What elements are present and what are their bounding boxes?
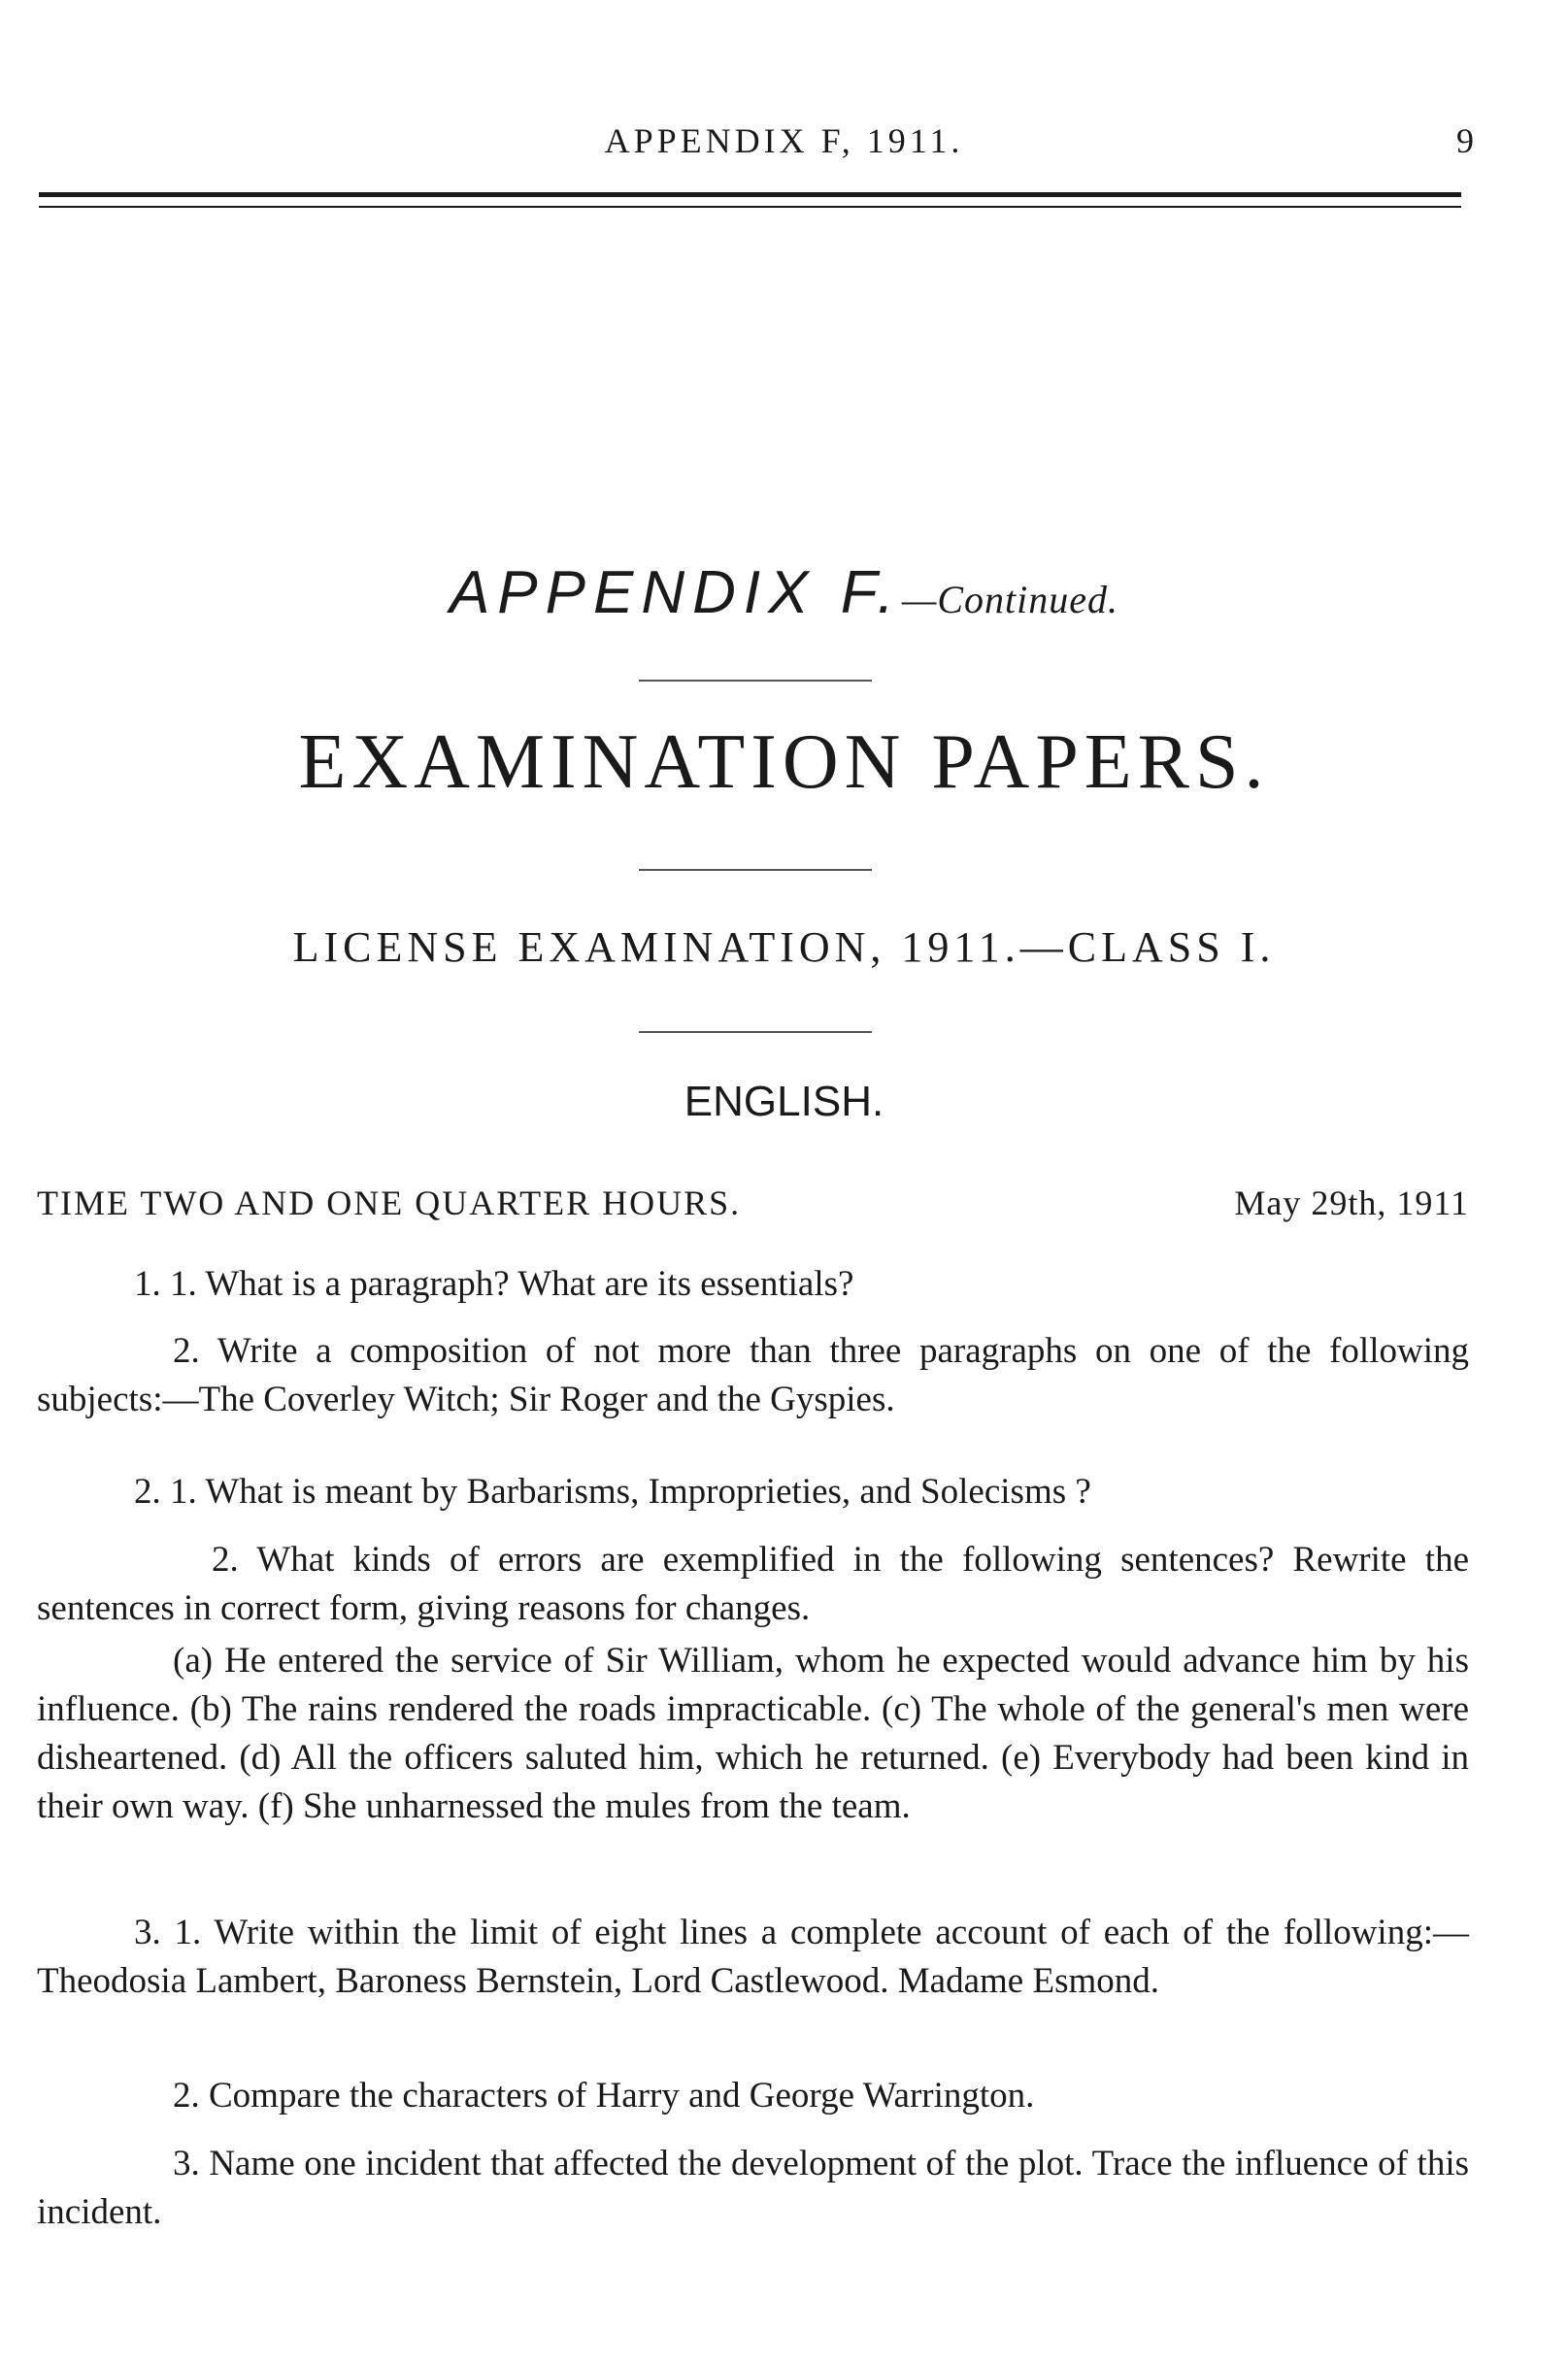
question-block: [37, 2072, 1469, 2120]
question-block: [37, 1637, 1469, 1831]
divider-rule: [639, 1031, 872, 1033]
running-title: APPENDIX F, 1911.: [604, 121, 964, 160]
question-block: [37, 1468, 1469, 1516]
appendix-title: [0, 558, 1568, 627]
divider-rule: [639, 680, 872, 682]
appendix-title-continued: —Continued.: [901, 578, 1119, 621]
header-rule-thin: [39, 206, 1461, 208]
exam-date: May 29th, 1911: [1234, 1183, 1469, 1222]
divider-rule: [639, 869, 872, 871]
exam-duration: TIME TWO AND ONE QUARTER HOURS.: [37, 1183, 742, 1222]
question-2-2: 2. What kinds of errors are exemplified in the following sentences? Rewrite the sentences in correct form, giving reasons for changes.: [37, 1540, 1469, 1628]
header-rule-thick: [39, 192, 1461, 197]
exam-subtitle: LICENSE EXAMINATION, 1911.—CLASS I.: [292, 923, 1276, 971]
question-block: [37, 1327, 1469, 1424]
question-3-3: 3. Name one incident that affected the development of the plot. Trace the influence of this incident.: [37, 2144, 1469, 2232]
main-title: EXAMINATION PAPERS.: [298, 719, 1270, 805]
time-line: [37, 1183, 1469, 1227]
question-2-2-sentences: (a) He entered the service of Sir William, whom he expected would advance him by his influence. (b) The rains rendered the roads impracticable. (c) The whole of the general's men were disheartened. (d) All the officers saluted him, which he returned. (e) Everybody had been kind in their own way. (f) She unharnessed the mules from the team.: [37, 1641, 1469, 1826]
subject-heading: ENGLISH.: [684, 1078, 884, 1125]
question-block: [37, 1536, 1469, 1633]
question-1-1: 1. 1. What is a paragraph? What are its essentials?: [134, 1264, 854, 1304]
question-block: [37, 1260, 1469, 1309]
question-2-1: 2. 1. What is meant by Barbarisms, Improprieties, and Solecisms ?: [134, 1472, 1091, 1512]
question-block: [37, 1909, 1469, 2006]
question-block: [37, 2140, 1469, 2237]
appendix-title-main: APPENDIX F.: [449, 559, 902, 626]
page-number: 9: [1456, 121, 1474, 160]
question-1-2: 2. Write a composition of not more than three paragraphs on one of the following subjects:—The Coverley Witch; Sir Roger and the Gyspies.: [37, 1331, 1469, 1419]
question-3-1: 3. 1. Write within the limit of eight lines a complete account of each of the following:—Theodosia Lambert, Baroness Bernstein, Lord Castlewood. Madame Esmond.: [37, 1913, 1469, 2001]
running-head: [0, 117, 1568, 165]
question-3-2: 2. Compare the characters of Harry and George Warrington.: [173, 2076, 1035, 2116]
